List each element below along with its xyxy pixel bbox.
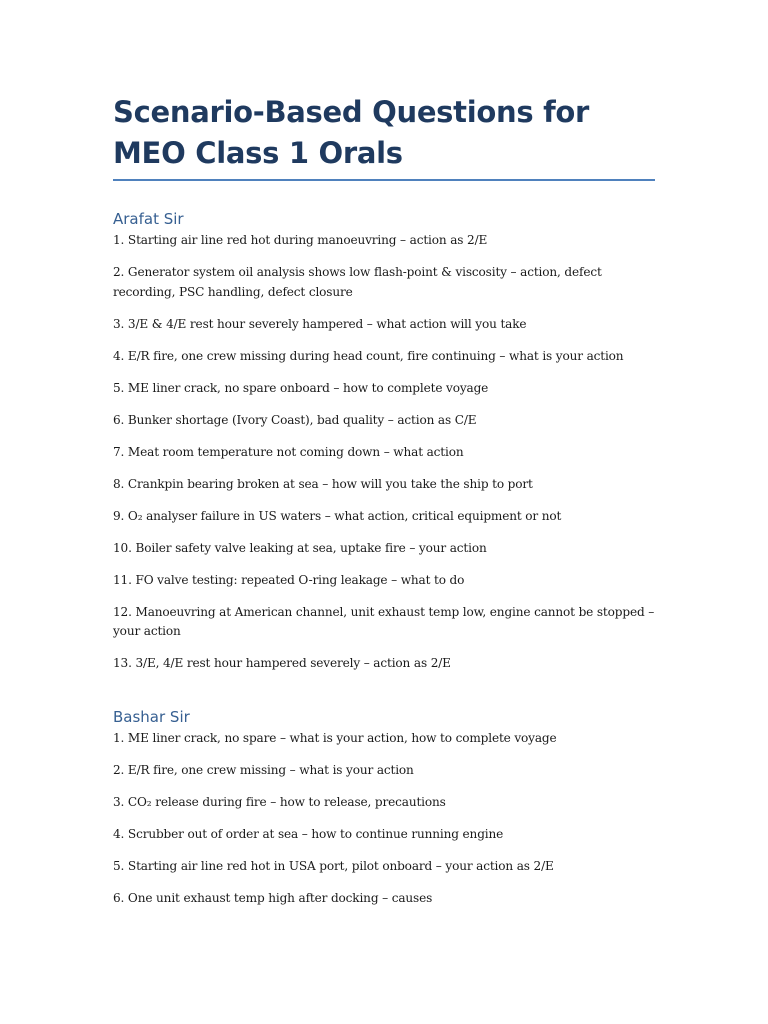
list-item: 2. Generator system oil analysis shows low flash-point & viscosity – action, defect recording, PSC handling, defect closure [113,265,602,299]
list-item: 7. Meat room temperature not coming down – what action [113,444,464,459]
list-item: 3. 3/E & 4/E rest hour severely hampered – what action will you take [113,316,527,331]
question-list [113,231,655,674]
section-bashar-sir [113,707,655,909]
question-list [113,729,655,909]
list-item: 8. Crankpin bearing broken at sea – how will you take the ship to port [113,476,533,491]
list-item: 4. E/R fire, one crew missing during head count, fire continuing – what is your action [113,348,624,363]
list-item: 10. Boiler safety valve leaking at sea, uptake fire – your action [113,540,487,555]
section-arafat-sir [113,209,655,674]
section-heading: Arafat Sir [113,210,184,228]
list-item: 13. 3/E, 4/E rest hour hampered severely – action as 2/E [113,656,451,670]
list-item: 1. ME liner crack, no spare – what is your action, how to complete voyage [113,730,557,745]
list-item: 4. Scrubber out of order at sea – how to continue running engine [113,826,504,841]
list-item: 9. O₂ analyser failure in US waters – what action, critical equipment or not [113,508,562,523]
document-title: Scenario-Based Questions for MEO Class 1 Orals [113,92,655,181]
section-heading: Bashar Sir [113,707,190,726]
list-item: 2. E/R fire, one crew missing – what is your action [113,762,414,777]
list-item: 12. Manoeuvring at American channel, unit exhaust temp low, engine cannot be stopped – your action [113,604,655,638]
list-item: 1. Starting air line red hot during manoeuvring – action as 2/E [113,233,488,247]
document-page [113,92,655,908]
list-item: 6. One unit exhaust temp high after docking – causes [113,890,433,905]
list-item: 6. Bunker shortage (Ivory Coast), bad quality – action as C/E [113,412,477,427]
list-item: 5. Starting air line red hot in USA port, pilot onboard – your action as 2/E [113,858,554,873]
list-item: 11. FO valve testing: repeated O-ring leakage – what to do [113,572,465,587]
list-item: 5. ME liner crack, no spare onboard – how to complete voyage [113,380,489,395]
list-item: 3. CO₂ release during fire – how to release, precautions [113,794,446,809]
